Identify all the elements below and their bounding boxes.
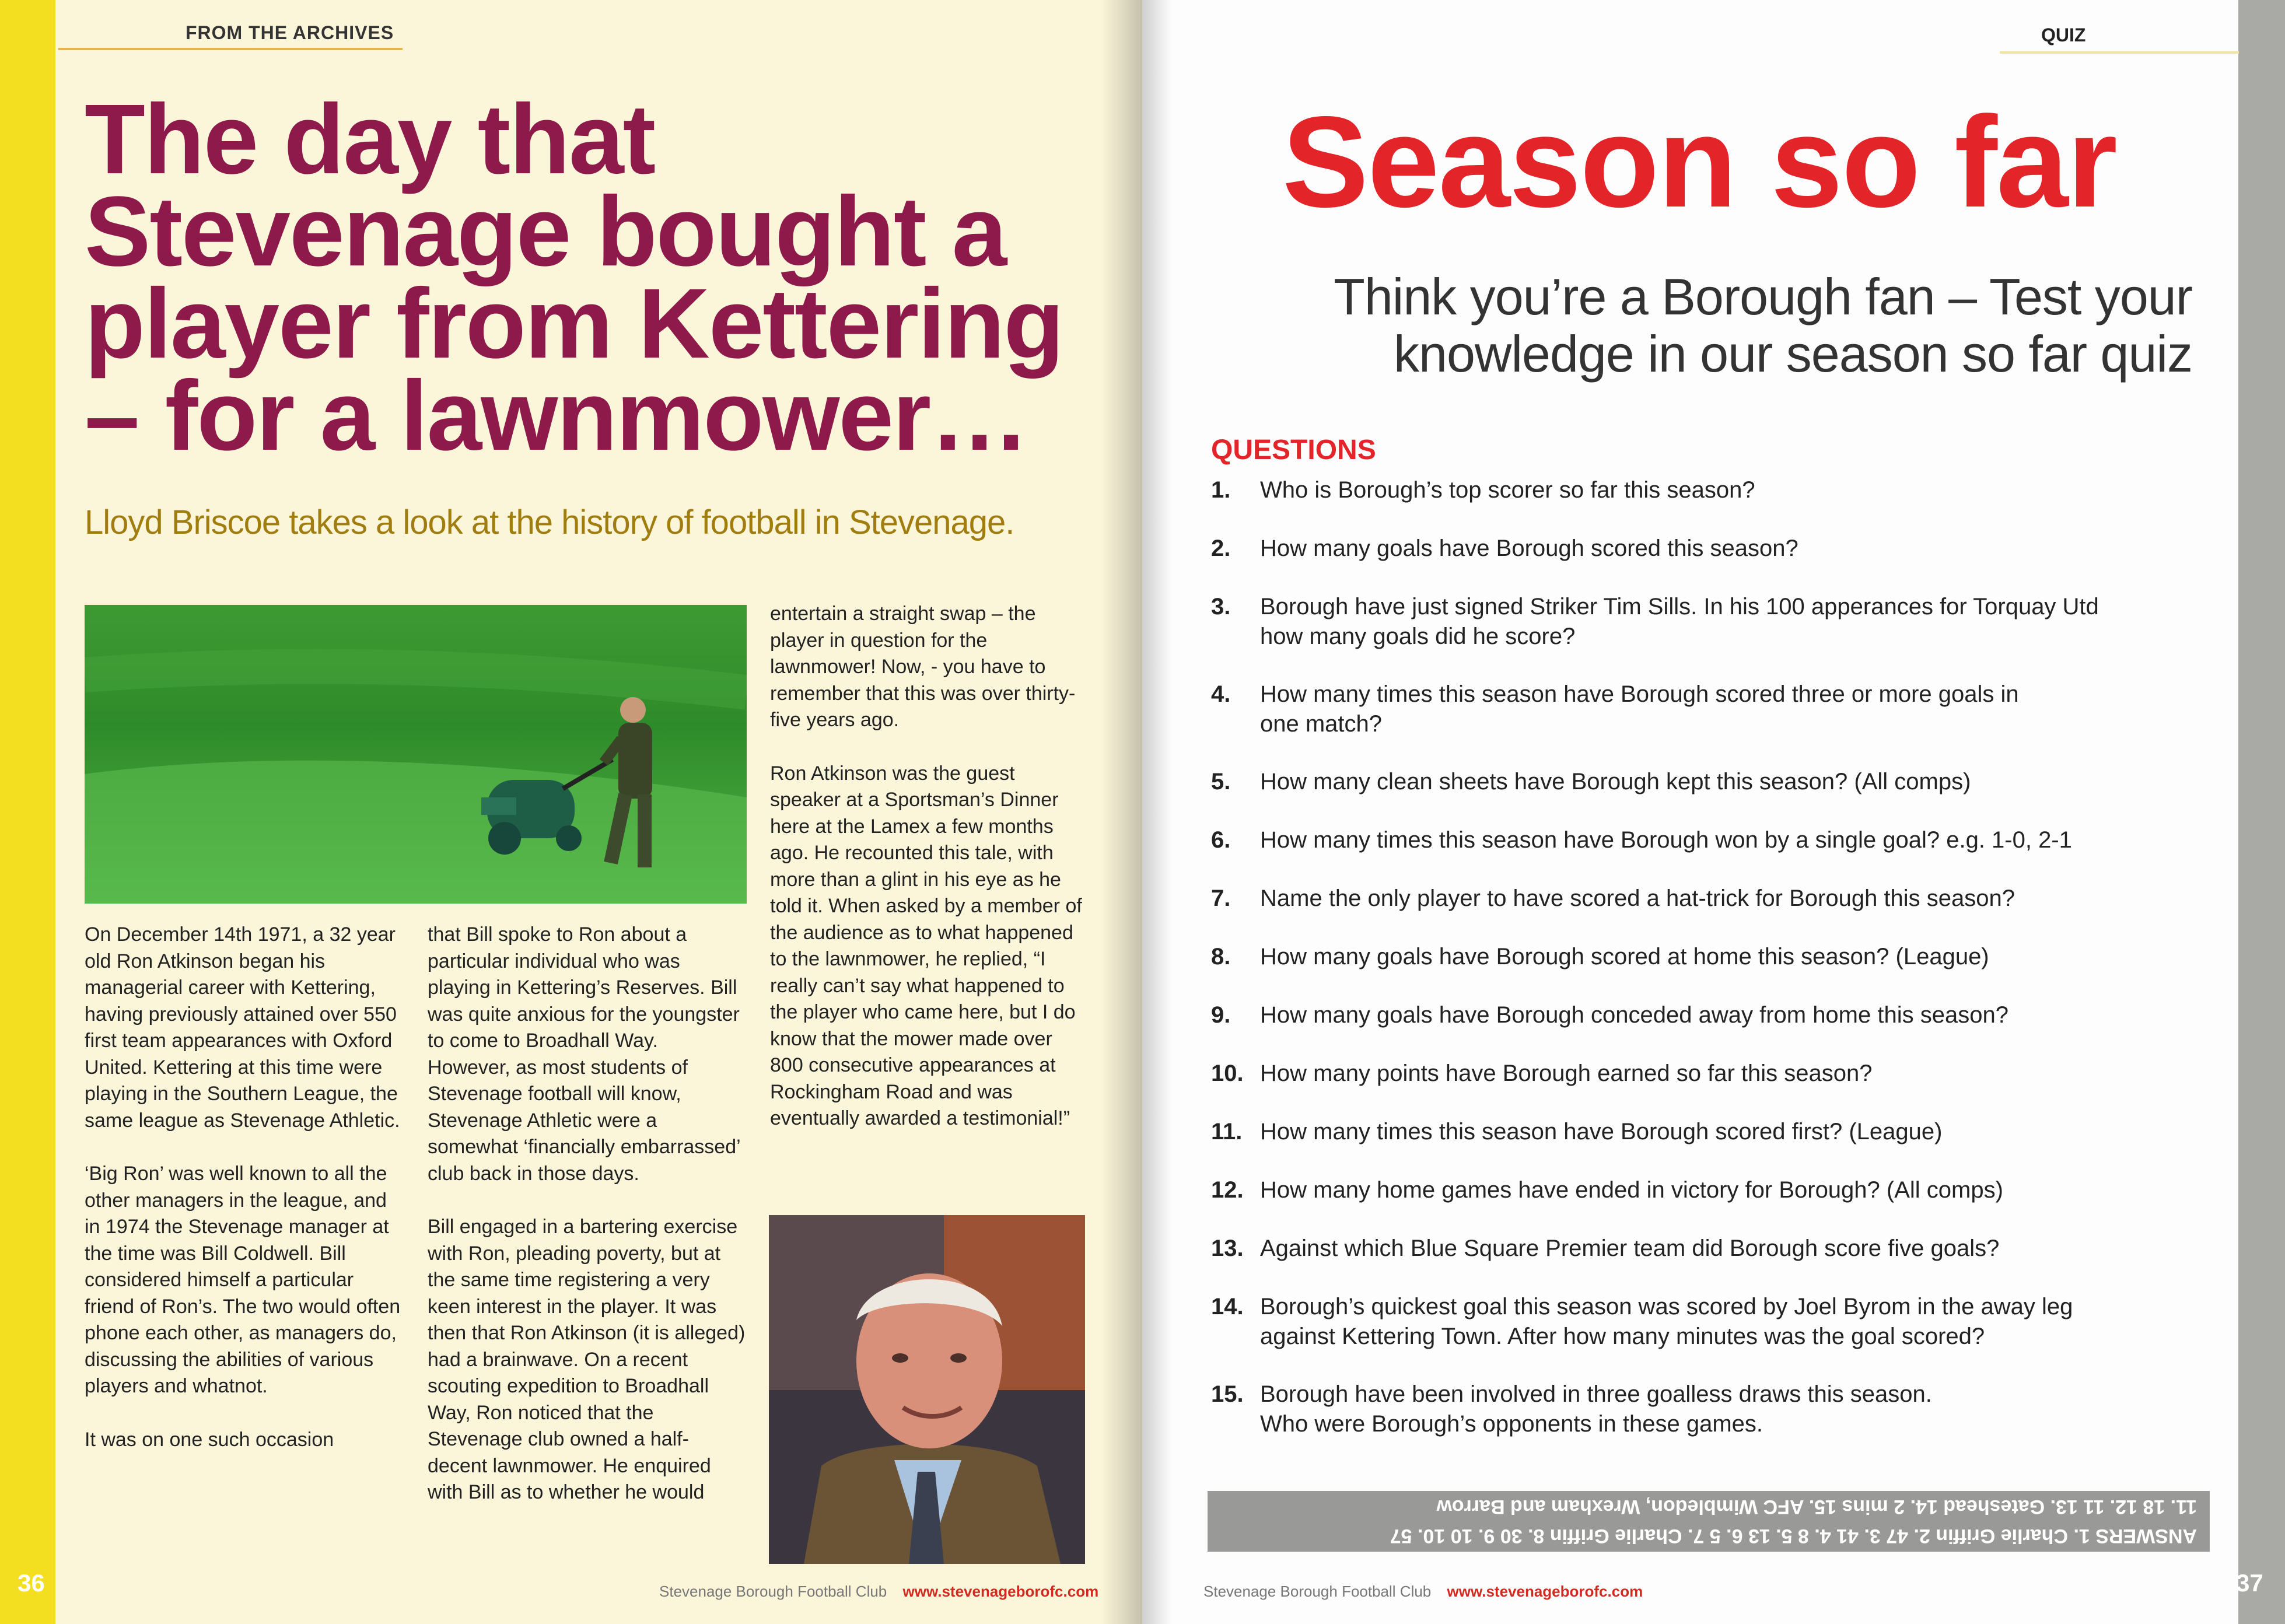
- column-2-paragraph-2: Bill engaged in a bartering exercise with Ron, pleading poverty, but at the same time registering a very keen interest in the player. It was then that Ron Atkinson (it is alleged) had a brainwave. On a recent scouting expedition to Broadhall Way, Ron noticed that the Stevenage club owned a half-decent lawnmower. He enquired with Bill as to whether he would: [428, 1216, 746, 1503]
- question-item: [1211, 942, 2203, 972]
- page-number: 36: [18, 1569, 45, 1597]
- ron-atkinson-photo: [769, 1215, 1085, 1564]
- question-number: 13.: [1211, 1236, 1244, 1261]
- answers-bar-upside-down: [1208, 1491, 2210, 1552]
- grey-margin-strip: [2238, 0, 2285, 1624]
- footer-club-name: Stevenage Borough Football Club: [659, 1583, 887, 1600]
- question-text-continued: how many goals did he score?: [1260, 624, 1576, 649]
- question-text-continued: Who were Borough’s opponents in these games.: [1260, 1411, 1763, 1437]
- ron-atkinson-portrait-illustration: [769, 1215, 1085, 1564]
- question-number: 6.: [1211, 827, 1231, 853]
- question-item: [1211, 884, 2203, 914]
- question-number: 7.: [1211, 886, 1231, 911]
- article-column-2: [428, 922, 746, 1533]
- column-1-paragraph-2: ‘Big Ron’ was well known to all the other managers in the league, and in 1974 the Stevenage manager at the time was Bill Coldwell. Bill considered himself a particular friend of Ron’s. The two would often phone each other, as managers do, discussing the abilities of various players and whatnot.: [85, 1163, 401, 1397]
- question-number: 14.: [1211, 1294, 1244, 1320]
- question-text: How many times this season have Borough won by a single goal? e.g. 1-0, 2-1: [1260, 827, 2072, 853]
- answers-flipped-text: [1208, 1491, 2210, 1552]
- article-column-3: [770, 601, 1085, 1159]
- question-number: 8.: [1211, 944, 1231, 970]
- question-item: [1211, 1292, 2203, 1352]
- question-text: Borough have just signed Striker Tim Sills. In his 100 apperances for Torquay Utd: [1260, 594, 2099, 620]
- question-number: 1.: [1211, 477, 1231, 503]
- footer-right: [1203, 1583, 1643, 1601]
- footer-left: [659, 1583, 1098, 1601]
- column-2-paragraph-1: that Bill spoke to Ron about a particular individual who was playing in Kettering’s Reserves. Bill was quite anxious for the youngster to come to Broadhall Way. However, as most students of Stevenage football will know, Stevenage Athletic were a somewhat ‘financially embarrassed’ club back in those days.: [428, 923, 740, 1185]
- answers-line-1: ANSWERS 1. Charlie Griffin 2. 47 3. 41 4. 8 5. 13 6. 5 7. Charlie Griffin 8. 30 9. 10 10. 57: [1390, 1525, 2197, 1547]
- quiz-subtitle-line-2: knowledge in our season so far quiz: [1394, 325, 2192, 383]
- question-item: [1211, 1117, 2203, 1147]
- question-number: 12.: [1211, 1177, 1244, 1203]
- question-text: Borough’s quickest goal this season was scored by Joel Byrom in the away leg: [1260, 1294, 2073, 1320]
- spine-shadow: [1101, 0, 1142, 1624]
- question-item: [1211, 1059, 2203, 1088]
- question-text: Name the only player to have scored a hat-trick for Borough this season?: [1260, 886, 2015, 911]
- column-3-paragraph-2: Ron Atkinson was the guest speaker at a Sportsman’s Dinner here at the Lamex a few months ago. He recounted this tale, with more than a glint in his eye as he told it. When asked by a member of the audience as to what happened to the lawnmower, he replied, “I really can’t say what happened to the player who came here, but I do know that the mower made over 800 consecutive appearances at Rockingham Road and was eventually awarded a testimonial!”: [770, 762, 1082, 1129]
- answers-line-2: 11. 18 12. 11 13. Gateshead 14. 2 mins 15. AFC Wimbledon, Wrexham and Barrow: [1436, 1496, 2197, 1518]
- question-number: 11.: [1211, 1119, 1243, 1144]
- footer-club-name: Stevenage Borough Football Club: [1203, 1583, 1432, 1600]
- question-item: [1211, 825, 2203, 855]
- question-item: [1211, 475, 2203, 505]
- question-text: How many times this season have Borough scored three or more goals in: [1260, 681, 2019, 707]
- question-text: How many points have Borough earned so far this season?: [1260, 1060, 1873, 1086]
- article-standfirst: Lloyd Briscoe takes a look at the history of football in Stevenage.: [85, 503, 1014, 541]
- section-label-quiz: QUIZ: [2041, 24, 2086, 46]
- article-headline: The day that Stevenage bought a player from Kettering – for a lawnmower…: [85, 84, 1063, 471]
- question-text: How many goals have Borough conceded away from home this season?: [1260, 1002, 2008, 1028]
- section-label: FROM THE ARCHIVES: [186, 22, 394, 43]
- quiz-subtitle: [1177, 268, 2192, 383]
- left-page: [0, 0, 1142, 1624]
- question-text-continued: against Kettering Town. After how many minutes was the goal scored?: [1260, 1324, 1985, 1349]
- question-text: How many goals have Borough scored at home this season? (League): [1260, 944, 1989, 970]
- question-item: [1211, 1380, 2203, 1439]
- question-text: Against which Blue Square Premier team did Borough score five goals?: [1260, 1236, 2000, 1261]
- question-text-continued: one match?: [1260, 711, 1383, 737]
- spine-shadow-right: [1142, 0, 1171, 1624]
- questions-heading: QUESTIONS: [1211, 435, 1376, 466]
- yellow-margin-bar: [0, 0, 55, 1624]
- quiz-title: Season so far: [1282, 90, 2116, 235]
- footer-url-link[interactable]: www.stevenageborofc.com: [1447, 1583, 1643, 1600]
- question-text: Borough have been involved in three goalless draws this season.: [1260, 1381, 1932, 1407]
- question-number: 15.: [1211, 1381, 1244, 1407]
- quiz-subtitle-line-1: Think you’re a Borough fan – Test your: [1334, 268, 2192, 326]
- right-page: [1142, 0, 2285, 1624]
- question-number: 9.: [1211, 1002, 1231, 1028]
- section-rule: [58, 48, 403, 50]
- question-number: 5.: [1211, 769, 1231, 794]
- question-item: [1211, 767, 2203, 797]
- question-number: 10.: [1211, 1060, 1244, 1086]
- page-number: 37: [2236, 1569, 2263, 1597]
- question-text: How many clean sheets have Borough kept this season? (All comps): [1260, 769, 1971, 794]
- section-rule-quiz: [2000, 51, 2239, 54]
- footer-url-link[interactable]: www.stevenageborofc.com: [902, 1583, 1099, 1600]
- question-item: [1211, 592, 2203, 652]
- question-item: [1211, 534, 2203, 564]
- question-text: How many home games have ended in victory for Borough? (All comps): [1260, 1177, 2003, 1203]
- question-text: Who is Borough’s top scorer so far this season?: [1260, 477, 1755, 503]
- question-item: [1211, 1175, 2203, 1205]
- question-item: [1211, 1234, 2203, 1264]
- question-number: 2.: [1211, 536, 1231, 561]
- question-text: How many times this season have Borough scored first? (League): [1260, 1119, 1943, 1144]
- column-1-paragraph-1: On December 14th 1971, a 32 year old Ron Atkinson began his managerial career with Kettering, having previously attained over 550 first team appearances with Oxford United. Kettering at this time were playing in the Southern League, the same league as Stevenage Athletic.: [85, 923, 400, 1132]
- question-item: [1211, 680, 2203, 739]
- question-number: 3.: [1211, 594, 1231, 620]
- column-3-paragraph-1: entertain a straight swap – the player in question for the lawnmower! Now, - you have to remember that this was over thirty-five years ago.: [770, 603, 1076, 731]
- question-item: [1211, 1000, 2203, 1030]
- article-column-1: [85, 922, 403, 1480]
- column-1-paragraph-3: It was on one such occasion: [85, 1428, 334, 1451]
- question-text: How many goals have Borough scored this season?: [1260, 536, 1798, 561]
- lawnmower-photo: [85, 605, 747, 904]
- lawnmower-photo-illustration: [85, 605, 747, 904]
- question-number: 4.: [1211, 681, 1231, 707]
